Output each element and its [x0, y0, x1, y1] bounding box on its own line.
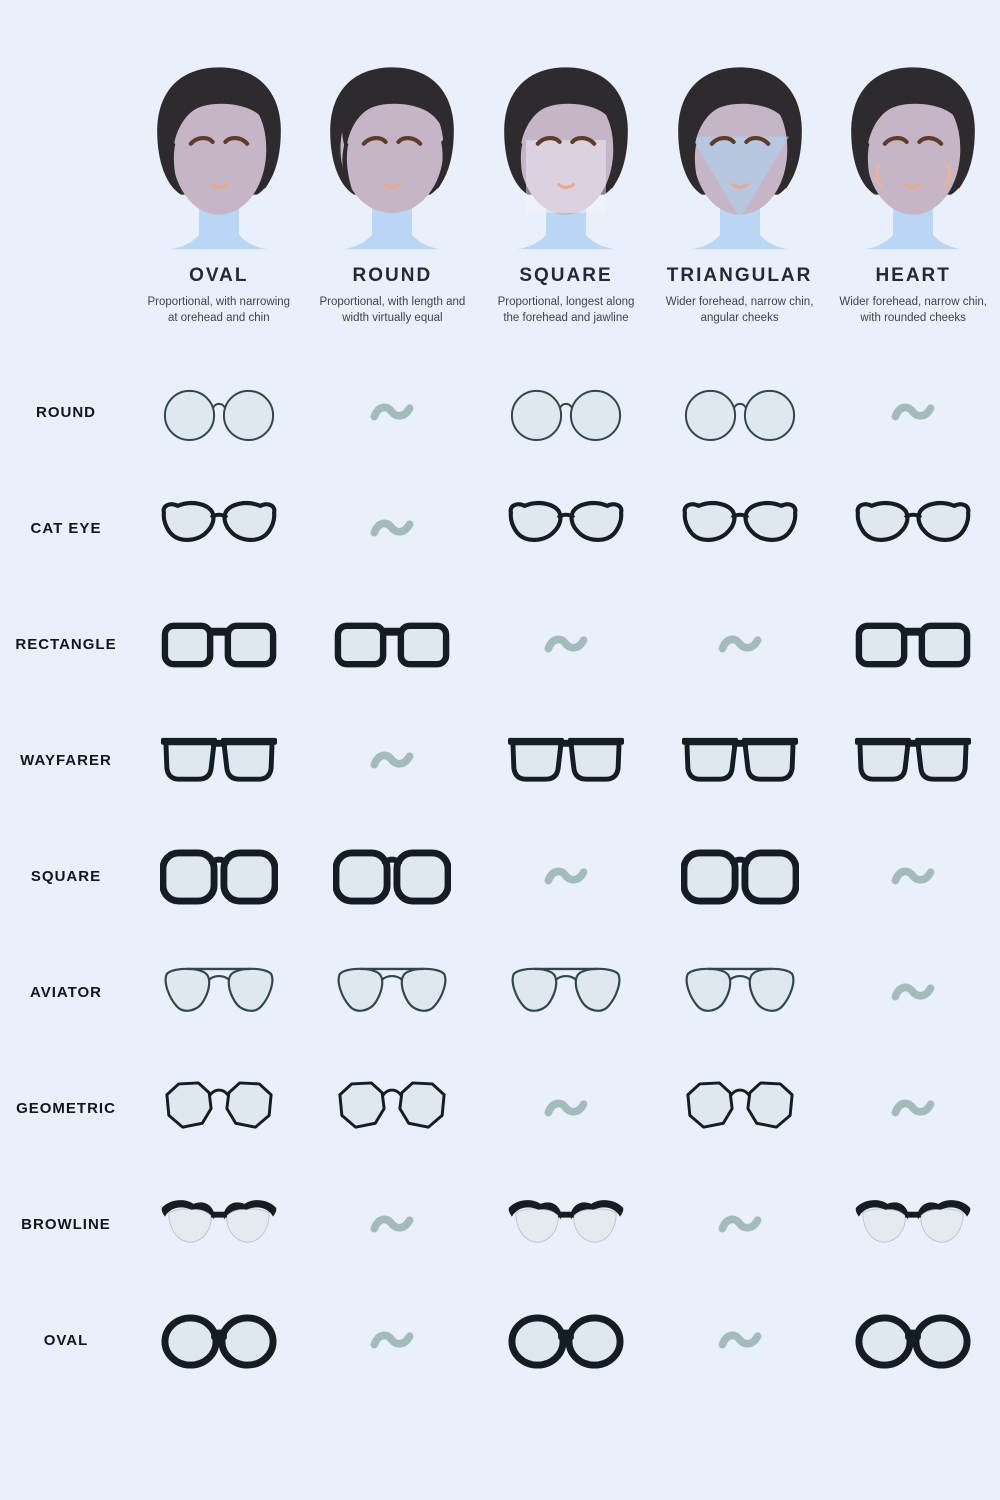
face-art-heart [833, 60, 993, 253]
oval-glasses-icon [507, 1309, 625, 1372]
tilde-icon [543, 631, 589, 657]
face-illustration-oval [139, 60, 299, 253]
tilde-icon [543, 1095, 589, 1121]
cell-browline-oval [132, 1166, 306, 1282]
cell-aviator-square [479, 934, 653, 1050]
browline-glasses-icon [854, 1193, 972, 1256]
aviator-glasses-icon [507, 961, 625, 1024]
wayfarer-glasses-icon [507, 729, 625, 792]
glasses-style-label: ROUND [36, 403, 96, 421]
face-shape-name: OVAL [189, 265, 249, 286]
cell-rectangle-square [479, 586, 653, 702]
rectangle-glasses-icon [160, 613, 278, 676]
glasses-row-geometric [0, 1050, 1000, 1166]
face-shape-column-round [306, 60, 480, 326]
glasses-style-label: RECTANGLE [15, 635, 117, 653]
face-shape-column-square [479, 60, 653, 326]
aviator-glasses-icon [333, 961, 451, 1024]
glasses-style-label: OVAL [43, 1331, 89, 1349]
tilde-icon [890, 1095, 936, 1121]
tilde-icon [717, 631, 763, 657]
cell-wayfarer-round [306, 702, 480, 818]
face-art-square [486, 60, 646, 253]
glasses-style-label: CAT EYE [30, 519, 102, 537]
oval-glasses-icon [160, 1309, 278, 1372]
round-glasses-icon [681, 381, 799, 444]
face-illustration-round [312, 60, 472, 253]
glasses-row-rectangle [0, 586, 1000, 702]
face-shape-description: Proportional, with narrowing at orehead and chin [147, 296, 291, 325]
cell-wayfarer-square [479, 702, 653, 818]
tilde-icon [890, 399, 936, 425]
glasses-style-label: SQUARE [30, 867, 102, 885]
aviator-glasses-icon [681, 961, 799, 1024]
cell-browline-triangular [653, 1166, 827, 1282]
face-shape-name: ROUND [352, 265, 433, 286]
cell-square-round [306, 818, 480, 934]
face-shape-column-heart [826, 60, 1000, 326]
face-shape-column-triangular [653, 60, 827, 326]
cat-eye-glasses-icon [507, 497, 625, 560]
tilde-icon [717, 1327, 763, 1353]
face-shape-name: TRIANGULAR [666, 265, 813, 286]
face-illustration-triangular [660, 60, 820, 253]
cell-browline-heart [826, 1166, 1000, 1282]
cell-oval-heart [826, 1282, 1000, 1398]
glasses-row-oval [0, 1282, 1000, 1398]
tilde-icon [369, 399, 415, 425]
cell-geometric-round [306, 1050, 480, 1166]
square-glasses-icon [160, 845, 278, 908]
face-shapes-header [0, 0, 1000, 326]
compatibility-matrix [0, 354, 1000, 1398]
cell-aviator-triangular [653, 934, 827, 1050]
tilde-icon [890, 863, 936, 889]
cell-cat-eye-triangular [653, 470, 827, 586]
face-shape-description: Proportional, with length and width virtually equal [319, 296, 466, 325]
square-glasses-icon [681, 845, 799, 908]
cat-eye-glasses-icon [681, 497, 799, 560]
browline-glasses-icon [160, 1193, 278, 1256]
cell-browline-square [479, 1166, 653, 1282]
tilde-icon [543, 863, 589, 889]
cell-geometric-square [479, 1050, 653, 1166]
glasses-row-cat-eye [0, 470, 1000, 586]
tilde-icon [890, 979, 936, 1005]
cell-geometric-triangular [653, 1050, 827, 1166]
rectangle-glasses-icon [854, 613, 972, 676]
cell-round-round [306, 354, 480, 470]
header-spacer [0, 60, 132, 326]
glasses-row-square [0, 818, 1000, 934]
oval-glasses-icon [854, 1309, 972, 1372]
tilde-icon [369, 1327, 415, 1353]
cell-oval-triangular [653, 1282, 827, 1398]
face-shape-column-oval [132, 60, 306, 326]
cell-square-square [479, 818, 653, 934]
cell-round-triangular [653, 354, 827, 470]
cell-geometric-oval [132, 1050, 306, 1166]
glasses-style-label: AVIATOR [29, 983, 102, 1001]
cell-square-heart [826, 818, 1000, 934]
geometric-glasses-icon [681, 1077, 799, 1140]
wayfarer-glasses-icon [681, 729, 799, 792]
tilde-icon [369, 747, 415, 773]
tilde-icon [369, 515, 415, 541]
cell-oval-oval [132, 1282, 306, 1398]
wayfarer-glasses-icon [854, 729, 972, 792]
aviator-glasses-icon [160, 961, 278, 1024]
cell-aviator-oval [132, 934, 306, 1050]
face-illustration-square [486, 60, 646, 253]
cell-cat-eye-heart [826, 470, 1000, 586]
cell-rectangle-oval [132, 586, 306, 702]
face-art-round [312, 60, 472, 253]
glasses-row-round [0, 354, 1000, 470]
face-illustration-heart [833, 60, 993, 253]
cell-rectangle-triangular [653, 586, 827, 702]
cell-browline-round [306, 1166, 480, 1282]
cell-aviator-round [306, 934, 480, 1050]
face-shape-description: Wider forehead, narrow chin, with rounded cheeks [839, 296, 987, 325]
tilde-icon [369, 1211, 415, 1237]
cell-geometric-heart [826, 1050, 1000, 1166]
cell-square-triangular [653, 818, 827, 934]
cat-eye-glasses-icon [854, 497, 972, 560]
glasses-row-wayfarer [0, 702, 1000, 818]
wayfarer-glasses-icon [160, 729, 278, 792]
face-art-oval [139, 60, 299, 253]
face-shape-description: Proportional, longest along the forehead and jawline [497, 296, 635, 325]
cell-round-square [479, 354, 653, 470]
browline-glasses-icon [507, 1193, 625, 1256]
glasses-style-label: BROWLINE [21, 1215, 111, 1233]
round-glasses-icon [160, 381, 278, 444]
cell-square-oval [132, 818, 306, 934]
cell-cat-eye-oval [132, 470, 306, 586]
glasses-row-browline [0, 1166, 1000, 1282]
cat-eye-glasses-icon [160, 497, 278, 560]
cell-oval-square [479, 1282, 653, 1398]
cell-wayfarer-heart [826, 702, 1000, 818]
glasses-style-label: WAYFARER [20, 751, 112, 769]
face-art-triangular [660, 60, 820, 253]
cell-cat-eye-round [306, 470, 480, 586]
cell-cat-eye-square [479, 470, 653, 586]
geometric-glasses-icon [160, 1077, 278, 1140]
geometric-glasses-icon [333, 1077, 451, 1140]
cell-aviator-heart [826, 934, 1000, 1050]
face-shape-name: HEART [875, 265, 951, 286]
cell-rectangle-heart [826, 586, 1000, 702]
cell-wayfarer-oval [132, 702, 306, 818]
round-glasses-icon [507, 381, 625, 444]
glasses-style-label: GEOMETRIC [16, 1099, 116, 1117]
rectangle-glasses-icon [333, 613, 451, 676]
square-glasses-icon [333, 845, 451, 908]
face-shape-description: Wider forehead, narrow chin, angular cheeks [665, 296, 814, 325]
cell-round-oval [132, 354, 306, 470]
tilde-icon [717, 1211, 763, 1237]
cell-rectangle-round [306, 586, 480, 702]
cell-wayfarer-triangular [653, 702, 827, 818]
glasses-row-aviator [0, 934, 1000, 1050]
cell-oval-round [306, 1282, 480, 1398]
face-shape-name: SQUARE [519, 265, 613, 286]
cell-round-heart [826, 354, 1000, 470]
